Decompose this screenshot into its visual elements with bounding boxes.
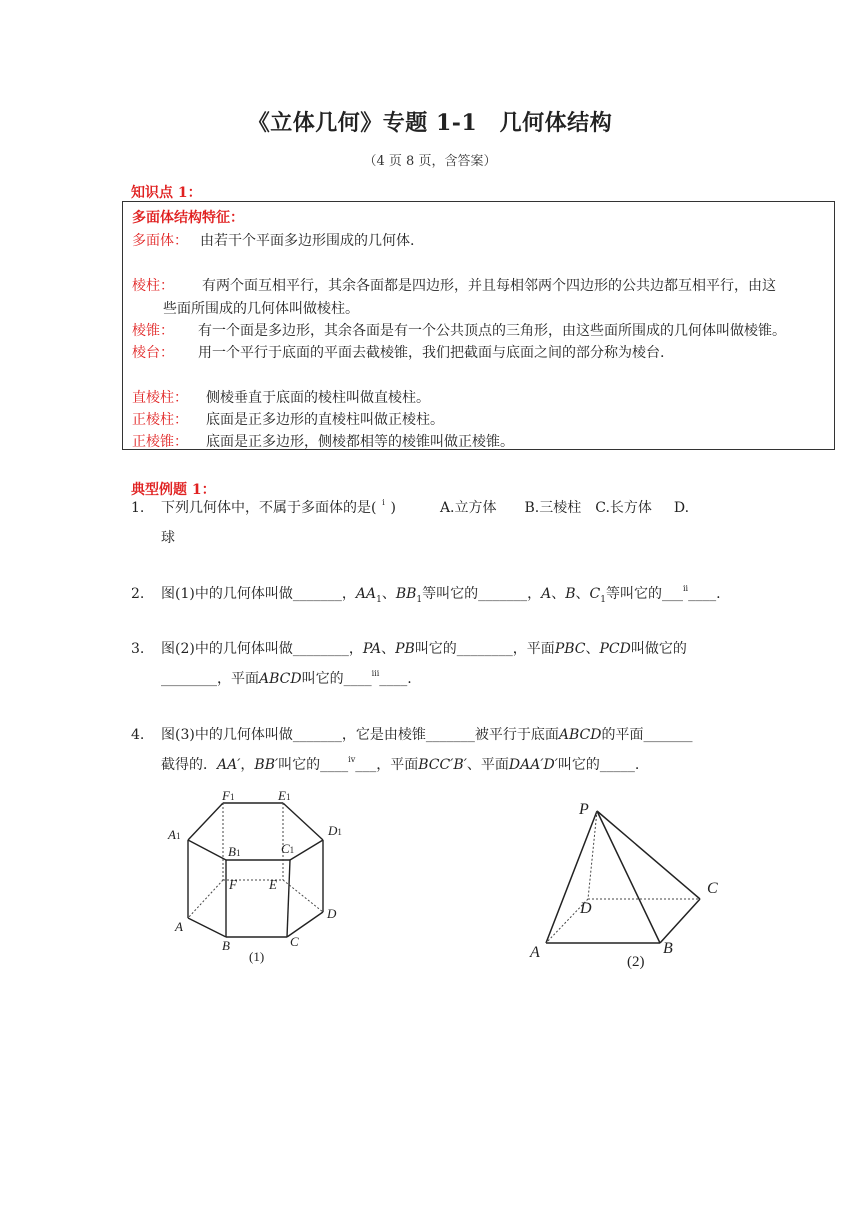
- math-term: PB: [395, 641, 415, 657]
- footnote-mark: iii: [371, 669, 380, 678]
- question-1: [131, 497, 689, 517]
- examples-label: 典型例题 1：: [131, 482, 216, 498]
- option-c: C.长方体: [595, 500, 652, 516]
- def-text: 用一个平行于底面的平面去截棱锥，我们把截面与底面之间的部分称为棱台.: [198, 345, 665, 361]
- question-text: 叫它的________，平面: [414, 641, 555, 657]
- label-d1: D1: [328, 823, 342, 838]
- knowledge-label: 知识点 1：: [131, 185, 202, 201]
- def-right-prism: [132, 387, 430, 407]
- question-text: ___，平面: [355, 757, 419, 773]
- def-text: 有一个面是多边形，其余各面是有一个公共顶点的三角形，由这些面所围成的几何体叫做棱锥。: [198, 323, 786, 339]
- label-e1: E1: [278, 788, 291, 803]
- math-term: A: [541, 586, 552, 602]
- question-text: 等叫它的___: [606, 586, 683, 602]
- math-term: PCD: [599, 641, 631, 657]
- figure-2-caption: (2): [627, 954, 645, 970]
- question-4: [131, 724, 692, 744]
- label-a1: A1: [168, 827, 181, 842]
- label-d: D: [580, 900, 592, 917]
- def-term: 正棱柱：: [132, 412, 188, 428]
- figure-2-pyramid: [525, 792, 735, 977]
- figure-1-hexagonal-prism: [160, 782, 360, 972]
- separator: 、: [575, 586, 590, 602]
- label-b1: B1: [228, 844, 241, 859]
- edge-ab: [188, 918, 226, 937]
- question-4-cont: [161, 754, 639, 774]
- def-text: 底面是正多边形的直棱柱叫做正棱柱。: [206, 412, 444, 428]
- def-text: 有两个面互相平行，其余各面都是四边形，并且每相邻两个四边形的公共边都互相平行，由这: [202, 278, 776, 294]
- math-term: PA: [362, 641, 382, 657]
- edge-pc: [597, 811, 700, 899]
- question-2: [131, 583, 721, 605]
- edge-b1a1: [188, 840, 226, 860]
- question-3: [131, 638, 687, 658]
- question-text: 叫它的____: [301, 671, 372, 687]
- math-term: B: [565, 586, 576, 602]
- def-term: 棱锥：: [132, 323, 174, 339]
- option-a: A.立方体: [439, 500, 497, 516]
- math-term: ABCD: [558, 727, 602, 743]
- def-prism: [132, 275, 776, 295]
- edge-d1c1: [290, 840, 323, 860]
- separator: 、: [381, 586, 396, 602]
- edge-cc1: [287, 860, 290, 937]
- page-title: 《立体几何》专题 1-1 几何体结构: [247, 110, 613, 136]
- def-text: 底面是正多边形，侧棱都相等的棱锥叫做正棱锥。: [206, 434, 514, 450]
- question-text: ____.: [379, 671, 412, 687]
- option-d: D.: [673, 500, 690, 516]
- math-sub: 1: [600, 594, 606, 605]
- question-3-cont: [161, 668, 412, 688]
- label-c: C: [290, 934, 299, 949]
- label-b: B: [222, 938, 230, 953]
- question-number: 4.: [131, 727, 145, 743]
- label-f: F: [229, 877, 237, 892]
- footnote-mark: i: [382, 498, 385, 507]
- question-stem-close: ): [390, 500, 396, 516]
- def-term: 正棱锥：: [132, 434, 188, 450]
- footnote-mark: ii: [683, 584, 689, 593]
- question-text: 叫它的_____.: [557, 757, 640, 773]
- label-a: A: [175, 919, 183, 934]
- separator: ，: [240, 757, 255, 773]
- def-term: 棱台：: [132, 345, 174, 361]
- def-prism-cont: 些面所围成的几何体叫做棱柱。: [163, 301, 359, 317]
- def-regular-prism: [132, 409, 444, 429]
- question-text: 的平面_______: [601, 727, 693, 743]
- figure-1-caption: (1): [249, 949, 265, 964]
- math-term: ABCD: [259, 671, 302, 687]
- edge-a1f1: [188, 803, 223, 840]
- def-term: 直棱柱：: [132, 390, 188, 406]
- label-p: P: [579, 801, 589, 818]
- math-term: PBC: [554, 641, 586, 657]
- question-stem: 下列几何体中，不属于多面体的是(: [161, 500, 377, 516]
- def-text: 由若干个平面多边形围成的几何体.: [200, 233, 415, 249]
- def-term: 棱柱：: [132, 278, 174, 294]
- page-subtitle: （4 页 8 页，含答案）: [363, 154, 497, 169]
- math-term: DAA′D′: [508, 757, 558, 773]
- question-number: 2.: [131, 586, 145, 602]
- option-b: B.三棱柱: [524, 500, 582, 516]
- question-number: 3.: [131, 641, 145, 657]
- question-text: 图(2)中的几何体叫做________，: [161, 641, 363, 657]
- label-f1: F1: [222, 788, 235, 803]
- question-number: 1.: [131, 500, 145, 516]
- label-a: A: [530, 944, 540, 961]
- def-polyhedron: [132, 230, 414, 250]
- math-sub: 1: [416, 594, 423, 605]
- label-d: D: [327, 906, 337, 921]
- label-c: C: [707, 880, 718, 897]
- def-text: 侧棱垂直于底面的棱柱叫做直棱柱。: [206, 390, 430, 406]
- separator: 、: [381, 641, 396, 657]
- def-frustum: [132, 342, 664, 362]
- math-term: BB: [395, 586, 417, 602]
- option-d-cont: 球: [161, 530, 175, 546]
- knowledge-box: [122, 201, 835, 450]
- question-text: 叫它的____: [278, 757, 349, 773]
- question-text: 等叫它的_______，: [422, 586, 542, 602]
- math-term: C: [589, 586, 601, 602]
- def-term: 多面体：: [132, 233, 188, 249]
- math-term: BB′: [254, 757, 279, 773]
- def-regular-pyramid: [132, 431, 514, 451]
- def-pyramid: [132, 320, 786, 340]
- hidden-edge-af: [188, 880, 223, 918]
- edge-pb: [597, 811, 660, 943]
- box-heading: 多面体结构特征：: [132, 210, 244, 226]
- math-term: BCC′B′: [418, 757, 467, 773]
- label-b: B: [663, 940, 673, 957]
- question-text: 图(3)中的几何体叫做_______，它是由棱锥_______被平行于底面: [161, 727, 559, 743]
- label-c1: C1: [281, 841, 295, 856]
- edge-bc: [660, 899, 700, 943]
- separator: 、: [551, 586, 566, 602]
- footnote-mark: iv: [348, 755, 356, 764]
- edge-e1d1: [283, 803, 323, 840]
- math-term: AA: [355, 586, 377, 602]
- separator: 、: [585, 641, 600, 657]
- label-e: E: [269, 877, 277, 892]
- math-term: AA′: [217, 757, 241, 773]
- edge-pa: [546, 811, 597, 943]
- math-sub: 1: [376, 594, 382, 605]
- question-text: ____.: [688, 586, 721, 602]
- question-text: 、平面: [466, 757, 509, 773]
- question-text: 叫做它的: [630, 641, 687, 657]
- question-text: ________，平面: [161, 671, 259, 687]
- question-text: 图(1)中的几何体叫做_______，: [161, 586, 356, 602]
- question-text: 截得的．: [161, 757, 217, 773]
